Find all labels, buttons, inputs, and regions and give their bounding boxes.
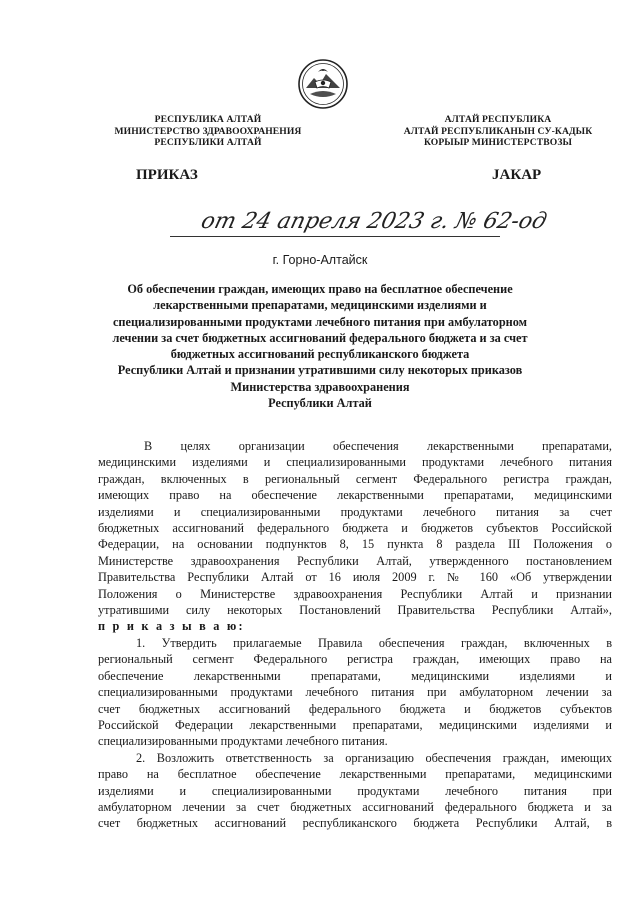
body-line: счет бюджетных ассигнований республиканского бюджета Республики Алтай, в — [98, 816, 612, 831]
header-left-line: МИНИСТЕРСТВО ЗДРАВООХРАНЕНИЯ — [114, 125, 302, 137]
coat-of-arms-icon — [296, 58, 350, 110]
header-right-line: АЛТАЙ РЕСПУБЛИКАНЫН СУ-КАДЫК — [403, 125, 593, 137]
body-line: Федерации, на основании подпунктов 8, 15 пункта 8 раздела III Положения о — [98, 537, 612, 552]
title-line: специализированными продуктами лечебного питания при амбулаторном — [112, 314, 528, 329]
title-line: лекарственными препаратами, медицинскими изделиями и — [153, 298, 487, 313]
title-line: Республики Алтай — [268, 396, 372, 411]
body-line: Министерстве здравоохранения Республики Алтай, утвержденного постановлением — [98, 553, 612, 568]
body-line: Российской Федерации лекарственными препаратами, медицинскими изделиями и — [98, 717, 612, 732]
body-line: специализированными продуктами лечебного питания. — [98, 734, 388, 749]
paragraph-preamble — [98, 438, 612, 635]
header-left — [108, 114, 308, 149]
body-line: Правительства Республики Алтай от 16 июля 2009 г. № 160 «Об утверждении — [98, 570, 612, 585]
body-line: В целях организации обеспечения лекарственными препаратами, — [144, 439, 612, 453]
header-left-line: РЕСПУБЛИКИ АЛТАЙ — [154, 137, 262, 149]
body-line: медицинскими изделиями и специализированными продуктами лечебного питания — [98, 455, 612, 470]
handwritten-date: от 24 апреля 2023 г. № 62-од — [198, 209, 550, 234]
item-2 — [98, 750, 612, 832]
body-line: счет бюджетных ассигнований федерального бюджета и бюджетов субъектов — [98, 701, 612, 716]
title-line: Республики Алтай и признании утратившими силу некоторых приказов — [117, 363, 523, 378]
title-line: лечении за счет бюджетных ассигнований федерального бюджета и за счет — [112, 330, 528, 345]
body-line: граждан, включенных в региональный сегмент Федерального регистра граждан, — [98, 471, 612, 486]
city: г. Горно-Алтайск — [272, 253, 368, 267]
body-line: право на бесплатное обеспечение лекарственными препаратами, медицинскими — [98, 767, 612, 782]
body-line: изделиями и специализированными продуктами лечебного питания за счет — [98, 504, 612, 519]
body-line: специализированными продуктами лечебного питания при амбулаторном лечении за — [98, 685, 612, 700]
body-line: обеспечение лекарственными препаратами, медицинскими изделиями и — [98, 668, 612, 683]
title-line: Министерства здравоохранения — [230, 379, 410, 394]
doc-type-right: ЈАКАР — [492, 167, 542, 183]
order-verb: п р и к а з ы в а ю: — [98, 619, 245, 634]
title-line: бюджетных ассигнований республиканского бюджета — [170, 347, 470, 362]
title-line: Об обеспечении граждан, имеющих право на бесплатное обеспечение — [127, 282, 513, 296]
document-title — [92, 281, 548, 411]
item-1 — [98, 635, 612, 750]
header-right-line: КОРЫЫР МИНИСТЕРСТВОЗЫ — [423, 137, 573, 149]
header-left-line: РЕСПУБЛИКА АЛТАЙ — [154, 114, 262, 125]
header-right — [398, 114, 598, 149]
body-line: региональный сегмент Федерального регистра граждан, имеющих право на — [98, 652, 612, 667]
body-line: 2. Возложить ответственность за организацию обеспечения граждан, имеющих — [136, 750, 612, 765]
body-line: утратившими силу некоторых Постановлений Правительства Республики Алтай», — [98, 603, 612, 618]
date-underline — [170, 236, 500, 237]
body-line: имеющих право на обеспечение лекарственными препаратами, медицинскими — [98, 488, 612, 503]
body-line: Положения о Министерстве здравоохранения Республики Алтай и признании — [98, 586, 612, 601]
doc-type-left: ПРИКАЗ — [136, 167, 198, 183]
body-line: амбулаторном лечении за счет бюджетных ассигнований федерального бюджета и за — [98, 799, 612, 814]
body-line: изделиями и специализированными продуктами лечебного питания при — [98, 783, 612, 798]
body-line: бюджетных ассигнований федерального бюджета и бюджетов субъектов Российской — [98, 521, 612, 536]
document-body — [98, 438, 612, 832]
body-line: 1. Утвердить прилагаемые Правила обеспечения граждан, включенных в — [136, 635, 612, 650]
header-right-line: АЛТАЙ РЕСПУБЛИКА — [444, 114, 552, 125]
